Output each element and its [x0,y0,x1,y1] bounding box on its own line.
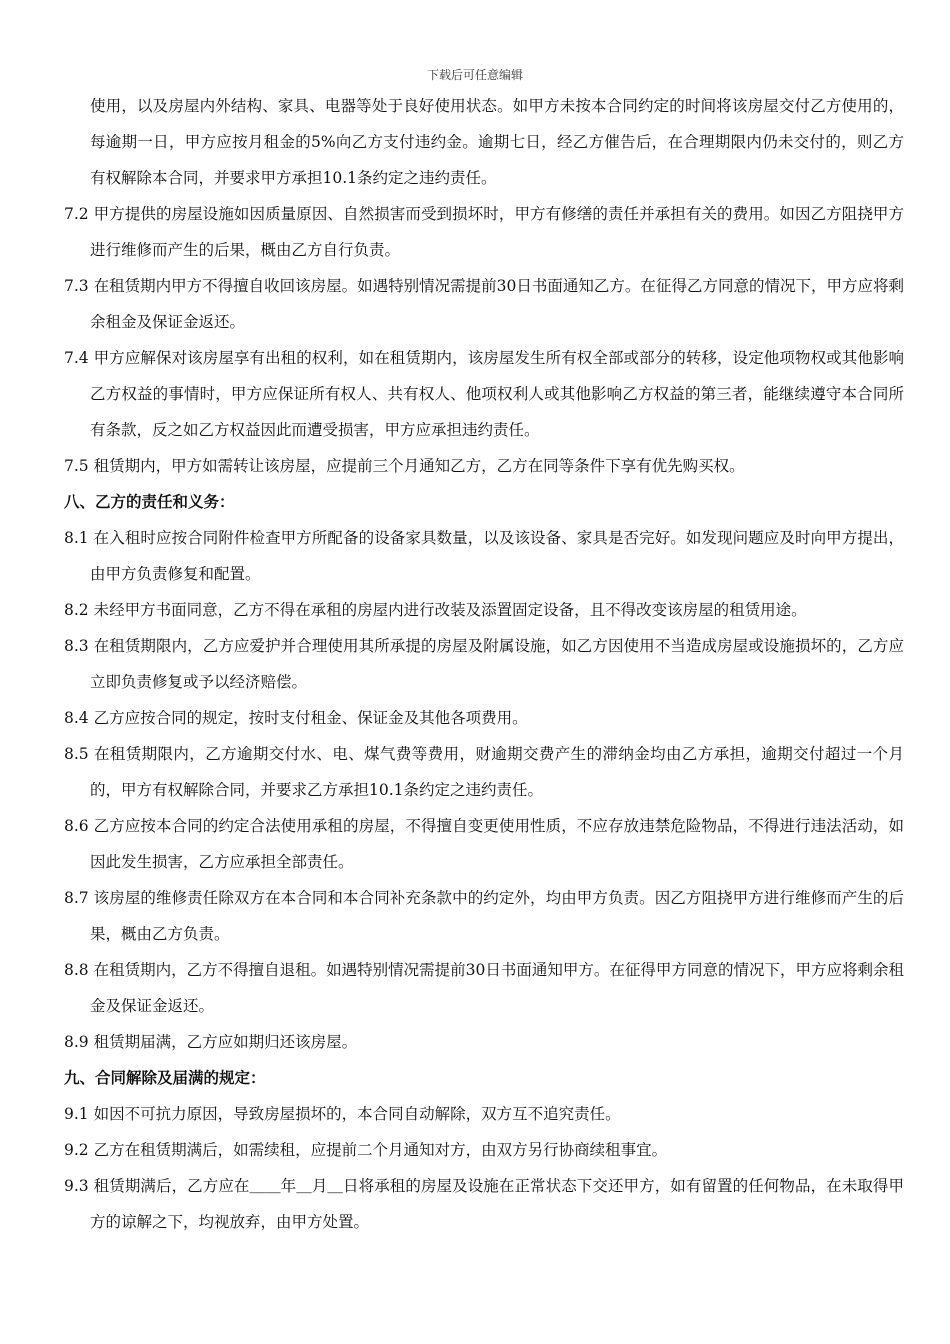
section-heading: 九、合同解除及届满的规定： [64,1068,266,1087]
page-header: 下载后可任意编辑 [426,68,523,82]
clause-paragraph: 7.5 租赁期内，甲方如需转让该房屋，应提前三个月通知乙方，乙方在同等条件下享有优先购买权。 [64,457,745,475]
clause-paragraph: 7.4 甲方应解保对该房屋享有出租的权利，如在租赁期内，该房屋发生所有权全部或部分的转移，设定他项物权或其他影响乙方权益的事情时，甲方应保证所有权人、共有权人、他项权利人或其他影响乙方权益的第三者，能继续遵守本合同所有条款，反之如乙方权益因此而遭受损害，甲方应承担违约责任。 [64,349,904,439]
clause-paragraph: 9.2 乙方在租赁期满后，如需续租，应提前二个月通知对方，由双方另行协商续租事宜。 [64,1141,668,1159]
clause-paragraph: 9.1 如因不可抗力原因，导致房屋损坏的，本合同自动解除，双方互不追究责任。 [64,1105,621,1123]
clause-paragraph: 7.3 在租赁期内甲方不得擅自收回该房屋。如遇特别情况需提前30日书面通知乙方。在征得乙方同意的情况下，甲方应将剩余租金及保证金返还。 [64,277,904,331]
clause-paragraph: 8.5 在租赁期限内，乙方逾期交付水、电、煤气费等费用，财逾期交费产生的滞纳金均由乙方承担，逾期交付超过一个月的，甲方有权解除合同，并要求乙方承担10.1条约定之违约责任。 [64,745,904,799]
document-body [64,88,904,1240]
clause-paragraph: 8.1 在入租时应按合同附件检查甲方所配备的设备家具数量，以及该设备、家具是否完好。如发现问题应及时向甲方提出，由甲方负责修复和配置。 [64,529,904,583]
section-heading: 八、乙方的责任和义务： [64,492,235,511]
clause-paragraph: 7.2 甲方提供的房屋设施如因质量原因、自然损害而受到损坏时，甲方有修缮的责任并承担有关的费用。如因乙方阻挠甲方进行维修而产生的后果，概由乙方自行负责。 [64,205,904,259]
clause-paragraph: 8.2 未经甲方书面同意，乙方不得在承租的房屋内进行改装及添置固定设备，且不得改变该房屋的租赁用途。 [64,601,807,619]
clause-paragraph: 8.7 该房屋的维修责任除双方在本合同和本合同补充条款中的约定外，均由甲方负责。因乙方阻挠甲方进行维修而产生的后果，概由乙方负责。 [64,889,904,943]
clause-paragraph: 8.4 乙方应按合同的规定，按时支付租金、保证金及其他各项费用。 [64,709,528,727]
clause-paragraph: 8.9 租赁期届满，乙方应如期归还该房屋。 [64,1033,358,1051]
continued-paragraph: 使用，以及房屋内外结构、家具、电器等处于良好使用状态。如甲方未按本合同约定的时间将该房屋交付乙方使用的，每逾期一日，甲方应按月租金的5%向乙方支付违约金。逾期七日，经乙方催告后，在合理期限内仍未交付的，则乙方有权解除本合同，并要求甲方承担10.1条约定之违约责任。 [90,97,904,187]
clause-paragraph: 9.3 租赁期满后，乙方应在＿＿年＿月＿日将承租的房屋及设施在正常状态下交还甲方，如有留置的任何物品，在未取得甲方的谅解之下，均视放弃，由甲方处置。 [64,1177,904,1231]
clause-paragraph: 8.3 在租赁期限内，乙方应爱护并合理使用其所承提的房屋及附属设施，如乙方因使用不当造成房屋或设施损坏的，乙方应立即负责修复或予以经济赔偿。 [64,637,904,691]
clause-paragraph: 8.8 在租赁期内，乙方不得擅自退租。如遇特别情况需提前30日书面通知甲方。在征得甲方同意的情况下，甲方应将剩余租金及保证金返还。 [64,961,904,1015]
clause-paragraph: 8.6 乙方应按本合同的约定合法使用承租的房屋，不得擅自变更使用性质，不应存放违禁危险物品，不得进行违法活动，如因此发生损害，乙方应承担全部责任。 [64,817,904,871]
